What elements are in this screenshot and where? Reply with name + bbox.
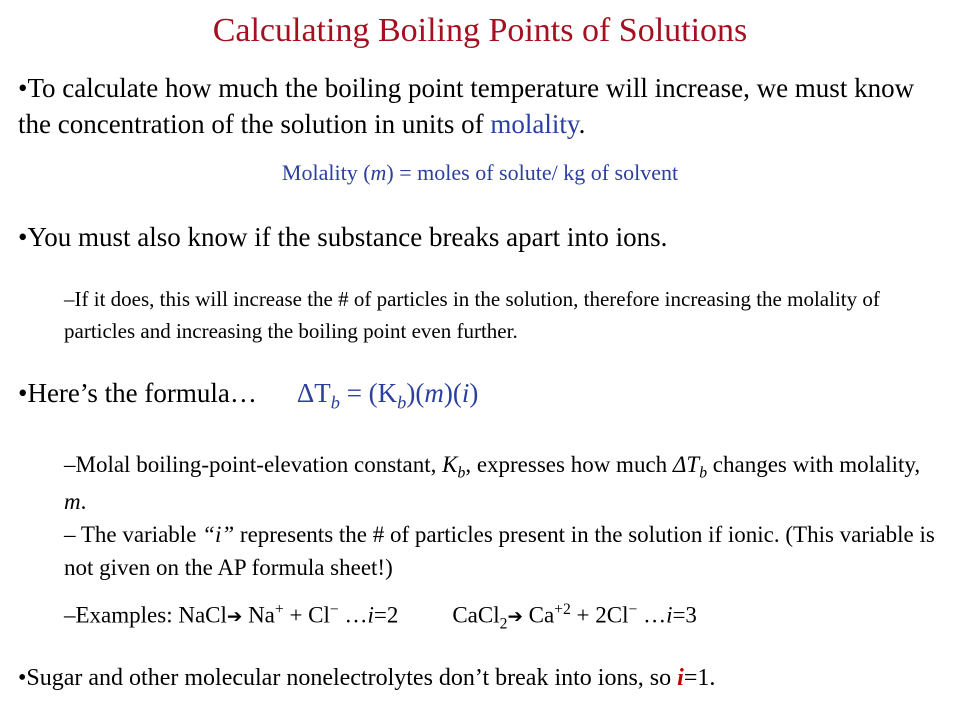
formula-close: ) (469, 378, 479, 408)
ex2-cl-charge: − (628, 601, 638, 618)
intro-end: . (578, 109, 586, 140)
sugar-i: i (677, 665, 684, 691)
kb-suffix: , expresses how much (465, 452, 673, 477)
i-note-quoted: “i” (202, 522, 235, 547)
sugar-point (18, 665, 715, 692)
kb-note (64, 448, 944, 519)
eq-suffix: ) = moles of solute/ kg of solvent (386, 160, 679, 185)
ex1-cl: + Cl (283, 602, 330, 628)
kb-m: m (64, 489, 81, 515)
formula-line (18, 378, 478, 413)
intro-paragraph (18, 70, 948, 143)
kb-sub2: b (699, 464, 708, 482)
kb-end: changes with molality, (707, 452, 921, 477)
sugar-text: •Sugar and other molecular nonelectrolytes don’t break into ions, so (18, 665, 678, 691)
kb-K: K (442, 452, 458, 477)
eq-m: m (370, 160, 387, 185)
delta-symbol: Δ (296, 378, 315, 408)
ex1-val: =2 (373, 602, 399, 628)
formula-sub-b: b (330, 392, 340, 413)
i-note-prefix: – The variable (64, 522, 203, 547)
formula-i: i (461, 378, 470, 408)
ex1-na-charge: + (274, 601, 284, 618)
ions-detail: –If it does, this will increase the # of particles in the solution, therefore increasing the molality of particles and increasing the boiling point even further. (64, 287, 880, 343)
formula-K: K (377, 378, 398, 408)
ex2-cacl: CaCl (452, 602, 500, 628)
ions-point: •You must also know if the substance breaks apart into ions. (18, 222, 668, 252)
ex2-val: =3 (672, 602, 697, 628)
ex2-cl: + 2Cl (570, 602, 629, 628)
eq-prefix: Molality ( (281, 160, 371, 185)
molality-term: molality (490, 109, 579, 140)
kb-delta: Δ (672, 452, 687, 477)
ex2-ca-charge: +2 (554, 601, 571, 618)
ex-lead: –Examples: NaCl (64, 602, 227, 628)
arrow-icon: ➔ (226, 606, 243, 628)
ex1-cl-charge: − (329, 601, 339, 618)
ex1-i: i (367, 602, 374, 628)
molality-equation (0, 160, 960, 186)
kb-prefix: –Molal boiling-point-elevation constant, (64, 452, 443, 477)
formula-paren2: )( (443, 378, 462, 408)
intro-text: •To calculate how much the boiling point temperature will increase, we must know the concentration of the solution in units of (18, 73, 915, 140)
kb-T: T (686, 452, 700, 477)
boiling-point-formula (296, 378, 479, 413)
kb-period: . (80, 489, 87, 515)
ex2-ellipsis: … (637, 602, 667, 628)
formula-m: m (424, 378, 444, 408)
formula-paren: )( (406, 378, 425, 408)
examples-line (64, 598, 944, 636)
ex2-i: i (666, 602, 673, 628)
i-note-suffix: represents the # of particles present in the solution if ionic. (This variable is not given on the AP formula sheet!) (64, 522, 935, 581)
ex1-na: Na (242, 602, 275, 628)
formula-lead: •Here’s the formula… (18, 378, 257, 408)
ex2-ca: Ca (522, 602, 555, 628)
ex1-ellipsis: … (338, 602, 368, 628)
sugar-end: =1. (683, 665, 716, 691)
formula-sub-b2: b (397, 392, 407, 413)
ex2-sub-2: 2 (499, 615, 508, 633)
i-note (64, 518, 944, 585)
formula-eq: = ( (339, 378, 378, 408)
kb-sub: b (457, 464, 466, 482)
arrow-icon: ➔ (507, 606, 523, 628)
formula-T: T (314, 378, 331, 408)
slide-title: Calculating Boiling Points of Solutions (212, 12, 748, 49)
